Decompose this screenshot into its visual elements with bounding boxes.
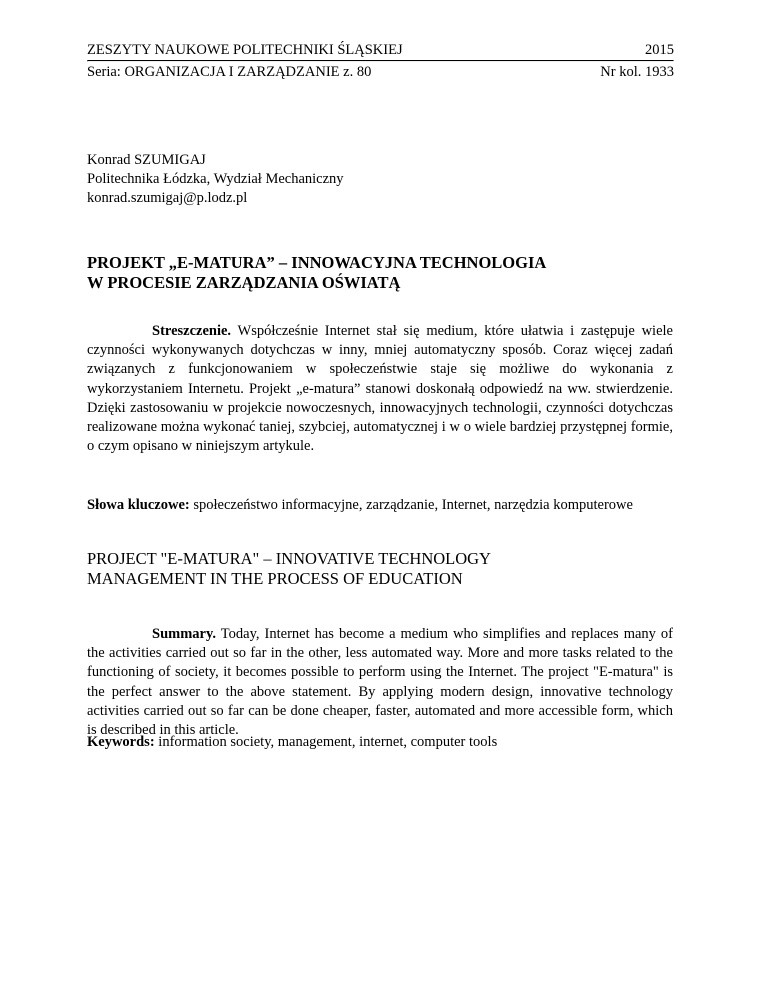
header-row-2 <box>87 62 674 82</box>
abstract-polish-label: Streszczenie. <box>152 323 232 339</box>
abstract-english-label: Summary. <box>152 626 217 642</box>
title-english-line-2: MANAGEMENT IN THE PROCESS OF EDUCATION <box>87 569 463 588</box>
title-polish <box>87 253 687 293</box>
author-email: konrad.szumigaj@p.lodz.pl <box>87 190 248 206</box>
abstract-polish <box>87 322 673 456</box>
series-info: Seria: ORGANIZACJA I ZARZĄDZANIE z. 80 <box>87 64 372 80</box>
keywords-english-label: Keywords: <box>87 734 155 750</box>
keywords-english <box>87 733 673 752</box>
running-header <box>87 40 674 82</box>
publication-year: 2015 <box>645 42 674 58</box>
keywords-polish-text: społeczeństwo informacyjne, zarządzanie, Internet, narzędzia komputerowe <box>189 497 633 513</box>
author-name: Konrad SZUMIGAJ <box>87 152 206 168</box>
header-row-1 <box>87 40 674 60</box>
abstract-polish-paragraph <box>87 322 673 456</box>
title-polish-line-1: PROJEKT „E-MATURA” – INNOWACYJNA TECHNOLOGIA <box>87 253 547 272</box>
title-polish-line-2: W PROCESIE ZARZĄDZANIA OŚWIATĄ <box>87 273 401 292</box>
abstract-polish-text: Współcześnie Internet stał się medium, które ułatwia i zastępuje wiele czynności wykonywanych dotychczas w inny, mniej automatyczny sposób. Coraz więcej zadań związanych z funkcjonowaniem w społeczeństwie staje się możliwe do wykonania z wykorzystaniem Internetu. Projekt „e-matura” stanowi doskonałą odpowiedź na ww. stwierdzenie. Dzięki zastosowaniu w projekcie nowoczesnych, innowacyjnych technologii, czynności dotychczas realizowane można wykonać taniej, szybciej, automatycznej i w o wiele bardziej przystępnej formie, o czym opisano w niniejszym artykule. <box>87 323 673 455</box>
abstract-english <box>87 625 673 740</box>
title-english-line-1: PROJECT "E-MATURA" – INNOVATIVE TECHNOLOGY <box>87 549 491 568</box>
title-english <box>87 549 687 589</box>
keywords-english-text: information society, management, internet, computer tools <box>154 734 498 750</box>
journal-name: ZESZYTY NAUKOWE POLITECHNIKI ŚLĄSKIEJ <box>87 42 403 58</box>
issue-number: Nr kol. 1933 <box>600 64 674 80</box>
author-block <box>87 151 344 208</box>
abstract-english-paragraph <box>87 625 673 740</box>
keywords-polish-label: Słowa kluczowe: <box>87 497 190 513</box>
keywords-polish <box>87 496 673 515</box>
author-affiliation: Politechnika Łódzka, Wydział Mechaniczny <box>87 171 344 187</box>
abstract-english-text: Today, Internet has become a medium who simplifies and replaces many of the activities carried out so far in the other, less automated way. More and more tasks related to the functioning of society, it becomes possible to perform using the Internet. The project "E-matura" is the perfect answer to the above statement. By applying modern design, innovative technology activities carried out so far can be done cheaper, faster, automated and more accessible form, which is described in this article. <box>87 626 673 739</box>
